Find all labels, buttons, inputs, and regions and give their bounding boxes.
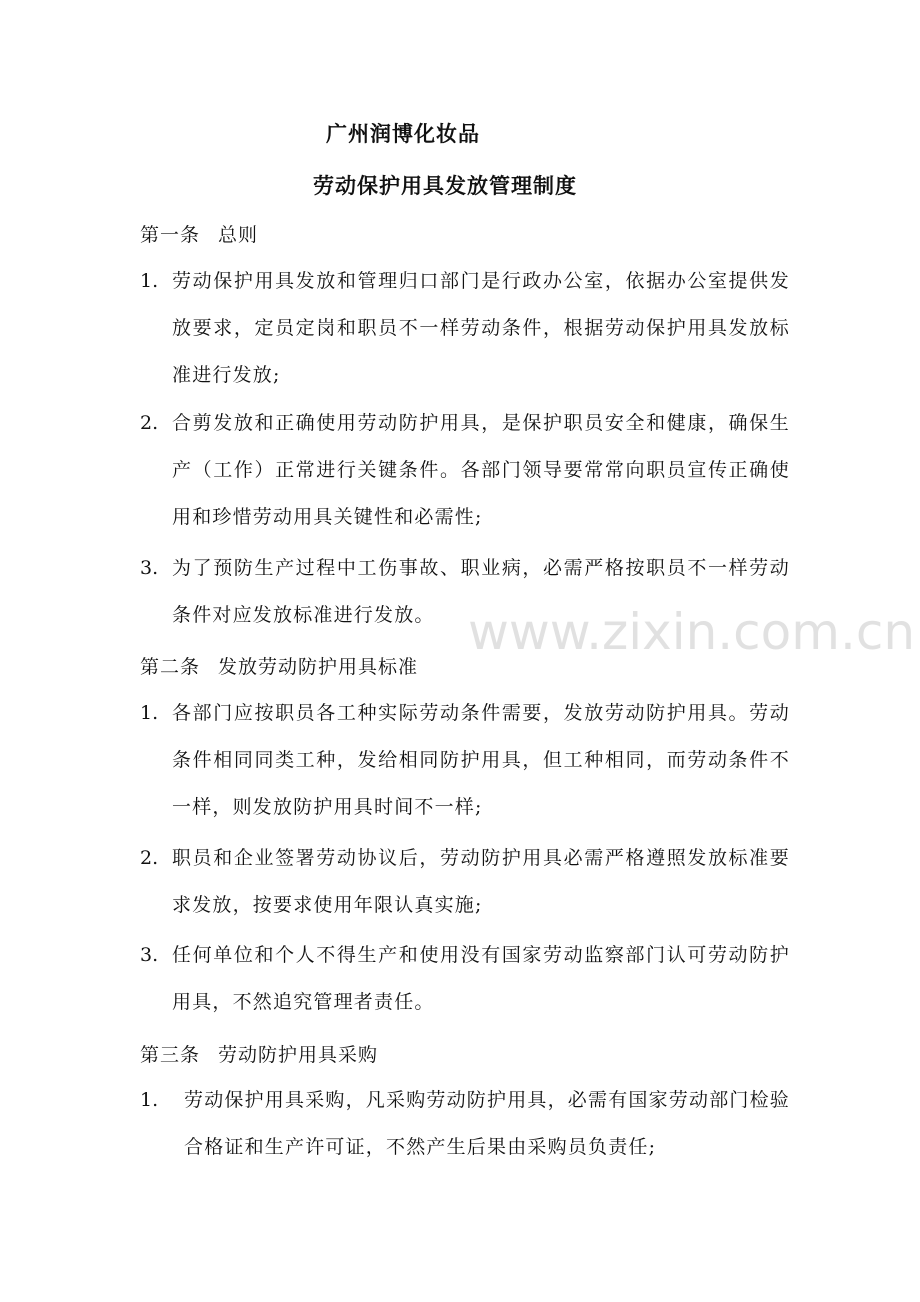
list-item — [140, 258, 790, 399]
list-item — [140, 690, 790, 831]
list-item — [140, 932, 790, 1026]
list-item — [140, 545, 790, 639]
item-number: 2. — [140, 847, 159, 869]
section-article-number: 第二条 — [140, 656, 201, 678]
company-title: 广州润博化妆品 — [326, 122, 480, 146]
item-number: 2. — [140, 412, 159, 434]
item-number: 1. — [140, 702, 159, 724]
list-item — [140, 400, 790, 541]
list-item — [140, 835, 790, 929]
item-text: 合剪发放和正确使用劳动防护用具，是保护职员安全和健康，确保生产（工作）正常进行关键条件。各部门领导要常常向职员宣传正确使用和珍惜劳动用具关键性和必需性; — [172, 412, 790, 528]
item-number: 1. — [140, 270, 159, 292]
item-text: 各部门应按职员各工种实际劳动条件需要，发放劳动防护用具。劳动条件相同同类工种，发给相同防护用具，但工种相同，而劳动条件不一样，则发放防护用具时间不一样; — [172, 702, 790, 818]
item-text: 任何单位和个人不得生产和使用没有国家劳动监察部门认可劳动防护用具，不然追究管理者责任。 — [172, 944, 790, 1013]
section-heading-3 — [140, 1040, 378, 1067]
item-text: 职员和企业签署劳动协议后，劳动防护用具必需严格遵照发放标准要求发放，按要求使用年限认真实施; — [172, 847, 790, 916]
list-item — [140, 1077, 790, 1171]
document-title: 劳动保护用具发放管理制度 — [313, 174, 577, 198]
item-number: 3. — [140, 557, 159, 579]
watermark: www.zixin.com.cn — [468, 603, 916, 661]
section-title: 劳动防护用具采购 — [218, 1044, 379, 1066]
section-article-number: 第三条 — [140, 1044, 201, 1066]
section-title: 总则 — [218, 224, 259, 246]
item-text: 劳动保护用具采购，凡采购劳动防护用具，必需有国家劳动部门检验合格证和生产许可证，不然产生后果由采购员负责任; — [184, 1089, 791, 1158]
item-number: 3. — [140, 944, 159, 966]
item-text: 为了预防生产过程中工伤事故、职业病，必需严格按职员不一样劳动条件对应发放标准进行发放。 — [172, 557, 790, 626]
item-text: 劳动保护用具发放和管理归口部门是行政办公室，依据办公室提供发放要求，定员定岗和职员不一样劳动条件，根据劳动保护用具发放标准进行发放; — [172, 270, 790, 386]
section-heading-1 — [140, 220, 258, 247]
section-article-number: 第一条 — [140, 224, 201, 246]
section-heading-2 — [140, 652, 418, 679]
item-number: 1. — [140, 1089, 159, 1111]
section-title: 发放劳动防护用具标准 — [218, 656, 419, 678]
